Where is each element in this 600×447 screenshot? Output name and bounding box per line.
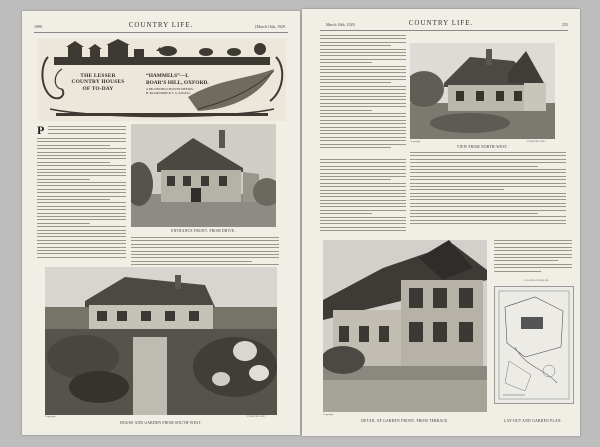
body-text-right-column — [410, 152, 566, 232]
left-page-number: 1090 — [34, 24, 42, 29]
banner-title-line: OF TO-DAY — [82, 85, 114, 92]
body-text-continued — [131, 237, 279, 267]
right-magazine-title: COUNTRY LIFE. — [408, 19, 474, 27]
north-west-image — [410, 43, 555, 139]
banner-credit-line: A RECONSTRUCTION BY MESSRS. — [146, 87, 194, 91]
body-text-column-right — [320, 35, 406, 157]
banner-credit — [146, 88, 194, 95]
caption-house-and-garden: HOUSE AND GARDEN FROM SOUTH-WEST. — [120, 421, 202, 425]
caption-north-west: VIEW FROM NORTH-WEST. — [456, 145, 509, 149]
banner-title-line: THE LESSER — [80, 73, 116, 79]
banner-location: BOAR’S HILL, OXFORD. — [146, 80, 209, 86]
garden-front-detail-image — [323, 240, 487, 412]
photo-credit-right-top: Copyright. — [410, 140, 421, 143]
banner-title-line: COUNTRY HOUSES — [71, 79, 125, 86]
header-rule — [34, 32, 288, 33]
right-issue-date: March 16th, 1929. — [326, 22, 356, 27]
caption-garden-plan: LAY-OUT AND GARDEN PLAN. — [504, 419, 562, 423]
house-and-garden-image — [45, 267, 277, 415]
banner-house-name: “HAMMELS”—I. — [146, 73, 189, 79]
article-banner — [38, 39, 286, 121]
right-page-number: 255 — [562, 22, 568, 27]
photo-house-and-garden — [45, 267, 277, 415]
left-page — [22, 11, 300, 435]
caption-garden-front-detail: DETAIL OF GARDEN FRONT, FROM TERRACE. — [361, 419, 449, 423]
banner-series-title — [62, 73, 134, 92]
body-text-column — [37, 138, 126, 266]
photo-entrance-front — [131, 124, 276, 227]
photo-credit-right-top-source: “COUNTRY LIFE.” — [526, 140, 547, 143]
photo-north-west — [410, 43, 555, 139]
photo-credit-left: Copyright. — [45, 415, 56, 418]
drop-cap: P — [37, 123, 45, 137]
garden-plan — [494, 286, 574, 404]
author-signature: R. RANDAL PHILLIPS. — [524, 279, 550, 282]
garden-plan-drawing — [495, 287, 573, 403]
photo-credit-left-source: “COUNTRY LIFE.” — [246, 415, 267, 418]
entrance-front-image — [131, 124, 276, 227]
photo-credit-right-bottom: Copyright. — [323, 413, 334, 416]
left-magazine-title: COUNTRY LIFE. — [128, 21, 194, 29]
caption-entrance-front: ENTRANCE FRONT, FROM DRIVE. — [171, 229, 236, 233]
body-text-left-continued — [320, 159, 406, 239]
body-text-intro — [48, 126, 126, 138]
right-page — [302, 9, 580, 436]
header-rule — [320, 30, 568, 31]
left-issue-date: [March 16th, 1929. — [255, 24, 286, 29]
banner-credit-line: H. BLAIR IMRIE & T. G. ANGELL. — [146, 90, 192, 95]
photo-garden-front-detail — [323, 240, 487, 412]
body-text-closing — [494, 240, 572, 280]
